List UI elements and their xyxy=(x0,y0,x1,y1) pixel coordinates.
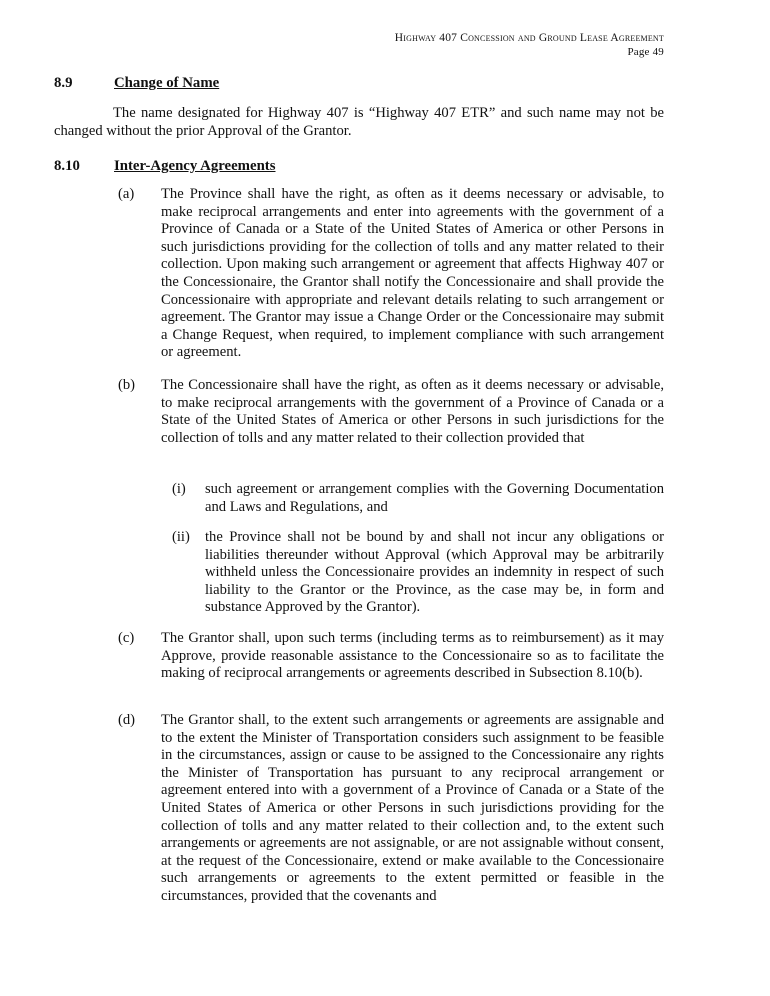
running-header xyxy=(395,31,664,59)
section-number: 8.9 xyxy=(54,75,73,91)
subclause-text: such agreement or arrangement complies with the Governing Documentation and Laws and Regulations, and xyxy=(205,481,664,515)
section-paragraph: The name designated for Highway 407 is “Highway 407 ETR” and such name may not be changed without the prior Approval of the Grantor. xyxy=(54,105,664,139)
clause-text: The Concessionaire shall have the right, as often as it deems necessary or advisable, to make reciprocal arrangements with the government of a Province of Canada or a State of the United States of America or other Persons in such jurisdictions for the collection of tolls and any matter related to their collection provided that xyxy=(161,377,664,446)
subclause-text: the Province shall not be bound by and shall not incur any obligations or liabilities thereunder without Approval (which Approval may be arbitrarily withheld unless the Concessionaire provides an indemnity in respect of such liability to the Grantor or the Province, as the case may be, in form and substance Approved by the Grantor). xyxy=(205,529,664,616)
section-heading-8-9 xyxy=(54,75,219,92)
page-number: Page 49 xyxy=(627,46,664,58)
clause-label: (a) xyxy=(118,186,135,202)
clause-label: (b) xyxy=(118,377,136,393)
clause-label: (d) xyxy=(118,712,136,728)
clause-text: The Grantor shall, upon such terms (including terms as to reimbursement) as it may Approve, provide reasonable assistance to the Concessionaire so as to facilitate the making of reciprocal arrangements or agreements described in Subsection 8.10(b). xyxy=(161,630,664,682)
section-number: 8.10 xyxy=(54,158,80,174)
section-heading-8-10 xyxy=(54,158,276,175)
header-title: Highway 407 Concession and Ground Lease Agreement xyxy=(394,32,664,44)
clause-text: The Grantor shall, to the extent such arrangements or agreements are assignable and to the extent the Minister of Transportation considers such assignment to be feasible in the circumstances, assign or cause to be assigned to the Concessionaire any rights the Minister of Transportation has pursuant to any reciprocal arrangement or agreement entered into with a government of a Province of Canada or a State of the United States of America or other Persons in such jurisdictions providing for the collection of tolls and any matter related to their collection and, to the extent such arrangements or agreements are not assignable, or are not assignable without consent, at the request of the Concessionaire, extend or make available to the Concessionaire such arrangements or agreements to the extent permitted or feasible in the circumstances, provided that the covenants and xyxy=(161,712,664,904)
clause-text: The Province shall have the right, as often as it deems necessary or advisable, to make reciprocal arrangements and enter into agreements with the government of a Province of Canada or a State of the United States of America or other Persons in such jurisdictions providing for the collection of tolls and any matter related to their collection. Upon making such arrangement or agreement that affects Highway 407 or the Concessionaire, the Grantor shall notify the Concessionaire and shall provide the Concessionaire with appropriate and relevant details relating to such arrangement or agreement. The Grantor may issue a Change Order or the Concessionaire may submit a Change Request, when required, to implement compliance with such arrangement or agreement. xyxy=(161,186,664,361)
section-title: Change of Name xyxy=(114,75,220,91)
subclause-label: (i) xyxy=(172,481,186,497)
section-title: Inter-Agency Agreements xyxy=(114,158,276,174)
subclause-label: (ii) xyxy=(172,529,190,545)
clause-label: (c) xyxy=(118,630,135,646)
